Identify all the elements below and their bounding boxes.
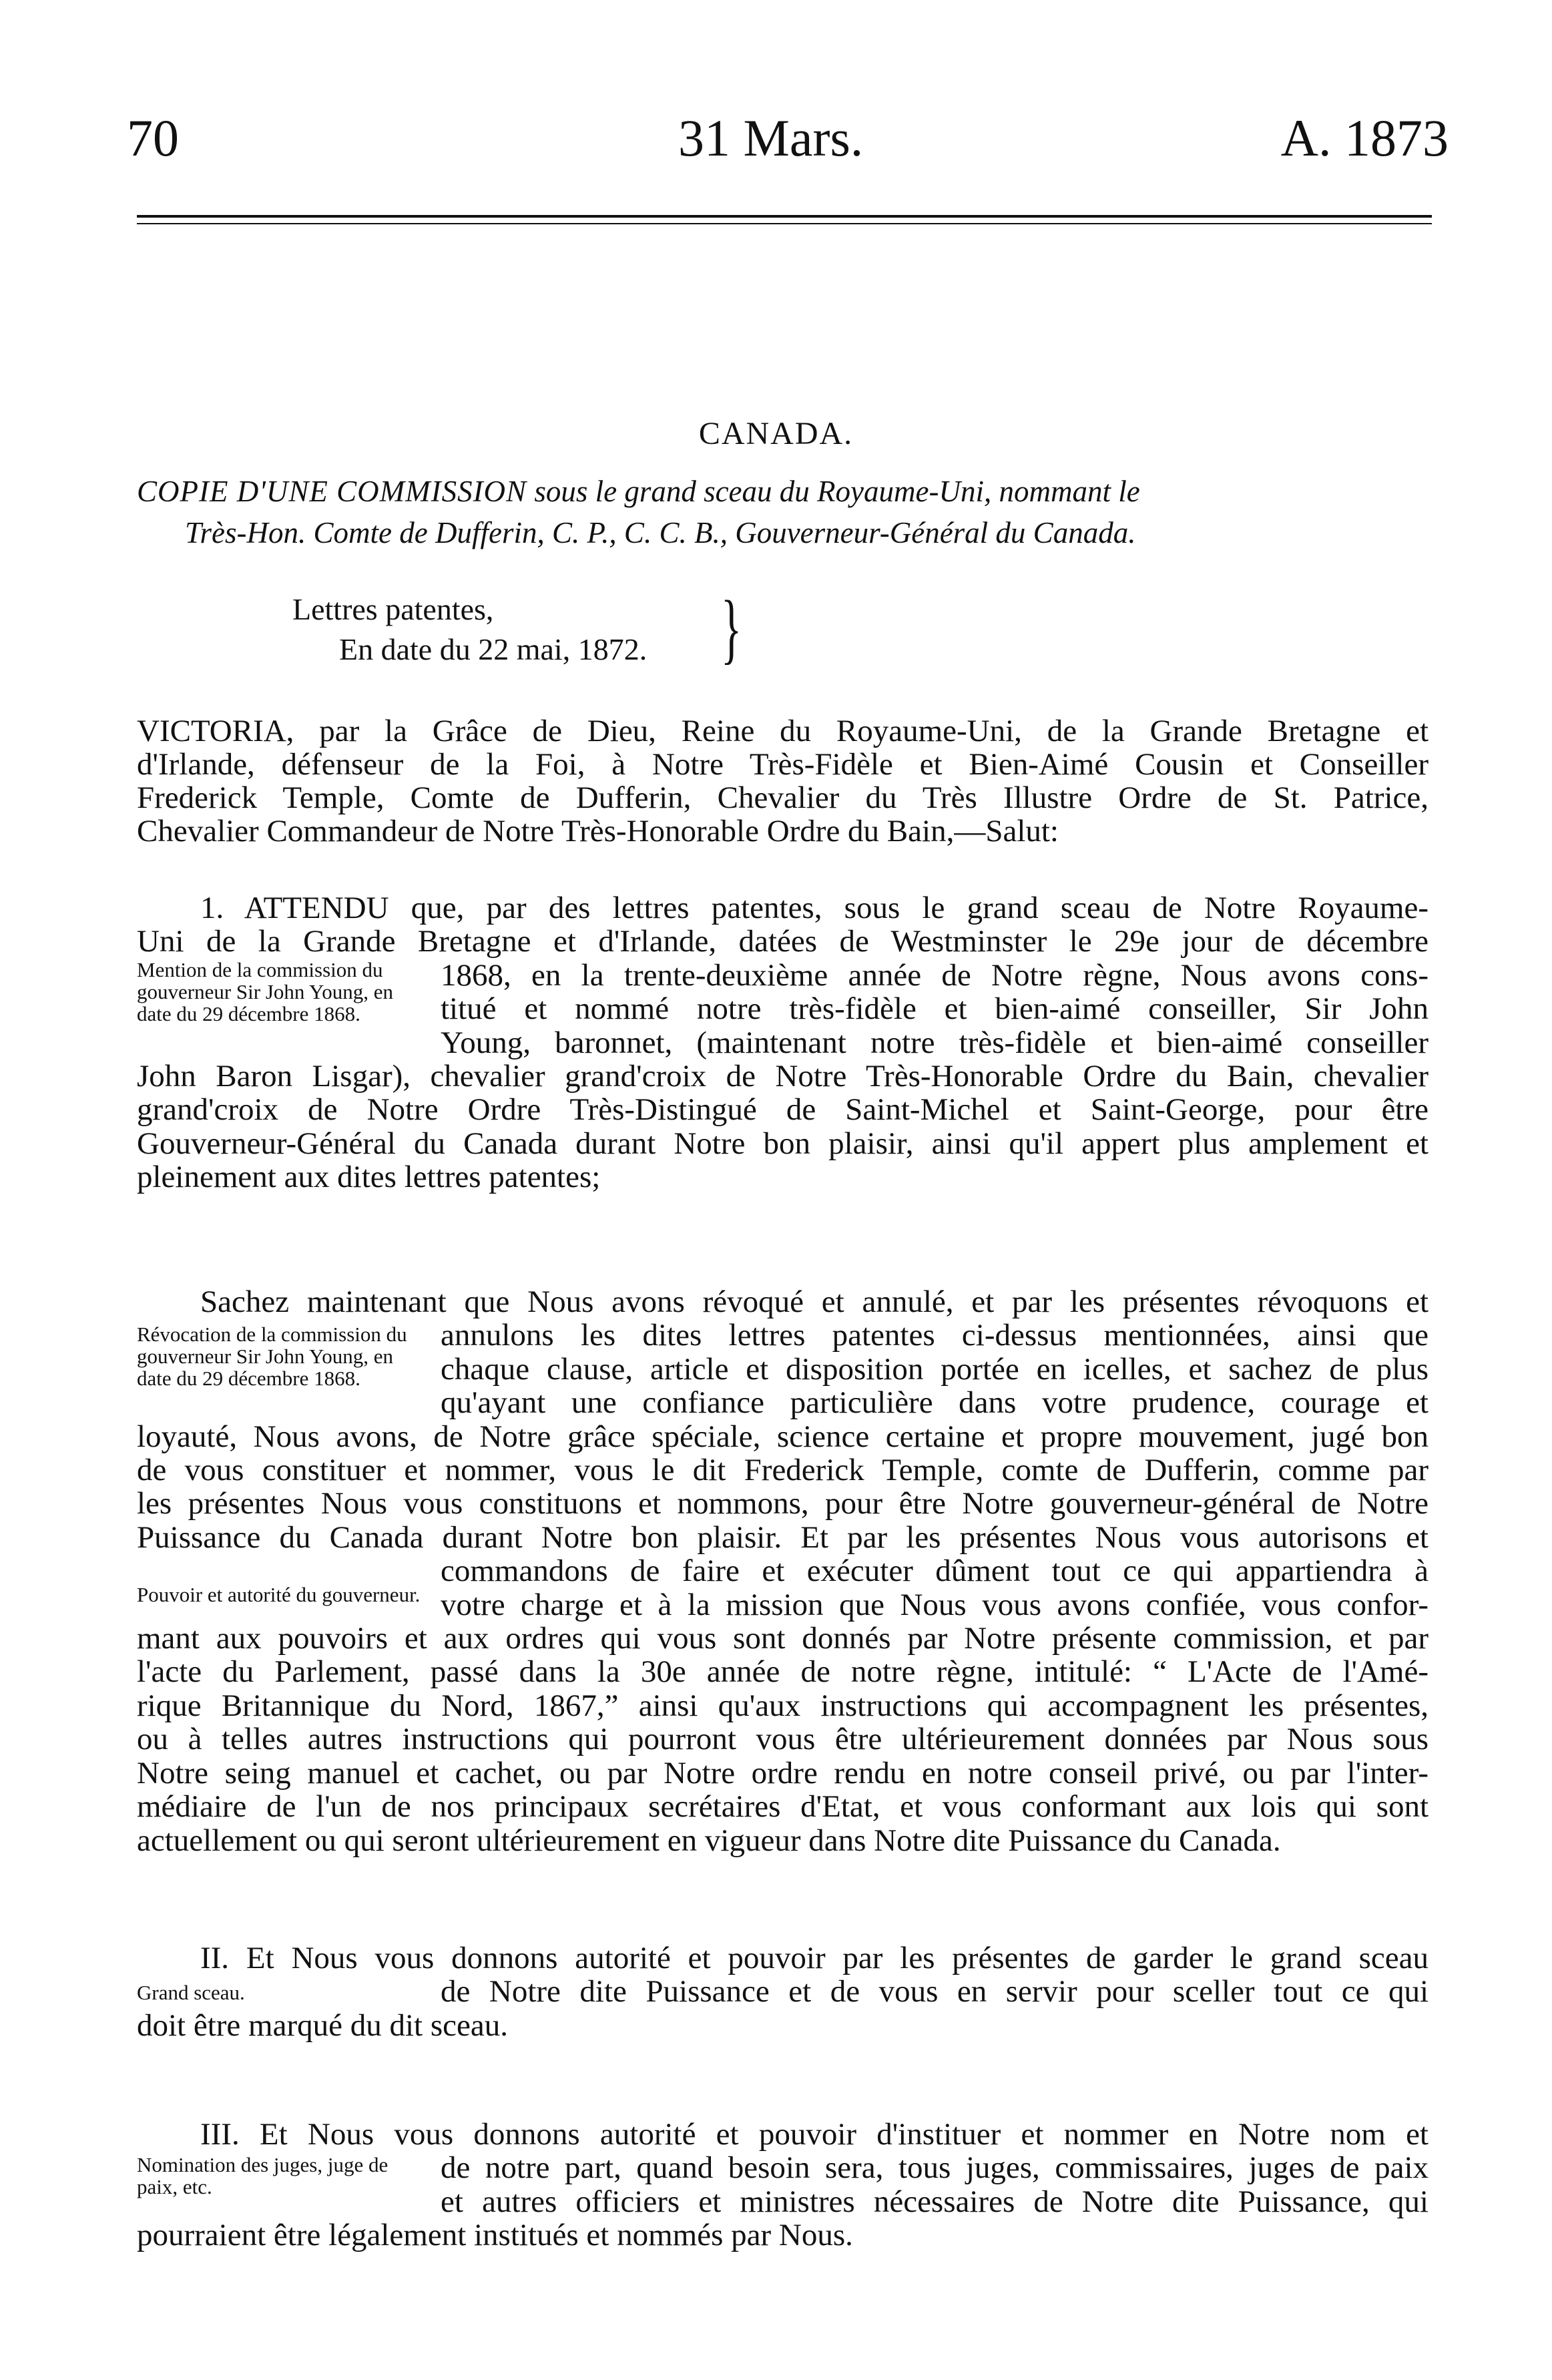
letters-patent-line2: En date du 22 mai, 1872. — [339, 632, 648, 666]
title-caps: COPIE D'UNE COMMISSION — [137, 475, 527, 508]
section-4-line: de notre part, quand besoin sera, tous juges, commissaires, juges de paix — [441, 2150, 1429, 2186]
section-1-line: Gouverneur-Général du Canada durant Notre bon plaisir, ainsi qu'il appert plus amplement et — [137, 1126, 1429, 1161]
section-2-line: loyauté, Nous avons, de Notre grâce spéciale, science certaine et propre mouvement, jugé bon — [137, 1419, 1429, 1454]
section-1-line: 1. ATTENDU que, par des lettres patentes, sous le grand sceau de Notre Royaume- — [200, 891, 1429, 925]
header-rule-thick — [137, 215, 1432, 218]
page-number: 70 — [127, 109, 179, 167]
section-2-line: ou à telles autres instructions qui pourront vous être ultérieurement données par Nous sous — [137, 1722, 1429, 1757]
section-4-line: III. Et Nous vous donnons autorité et pouvoir d'instituer et nommer en Notre nom et — [200, 2117, 1429, 2152]
section-2-line: l'acte du Parlement, passé dans la 30e année de notre règne, intitulé: “ L'Acte de l'Amé- — [137, 1654, 1429, 1690]
section-4-line: et autres officiers et ministres nécessaires de Notre dite Puissance, qui — [441, 2184, 1429, 2219]
section-3-line: de Notre dite Puissance et de vous en servir pour sceller tout ce qui — [441, 1974, 1429, 2009]
section-2-line: Puissance du Canada durant Notre bon plaisir. Et par les présentes Nous vous autorisons et — [137, 1519, 1429, 1555]
section-1-line: grand'croix de Notre Ordre Très-Distingué de Saint-Michel et Saint-George, pour être — [137, 1092, 1429, 1128]
section-3 — [137, 1941, 1429, 2042]
section-2-line: actuellement ou qui seront ultérieurement en vigueur dans Notre dite Puissance du Canada. — [137, 1823, 1281, 1858]
brace-symbol: } — [721, 584, 742, 672]
victoria-line: d'Irlande, défenseur de la Foi, à Notre Très-Fidèle et Bien-Aimé Cousin et Conseiller — [137, 747, 1429, 782]
section-2 — [137, 1285, 1429, 1857]
margin-note-pouvoir: Pouvoir et autorité du gouverneur. — [137, 1583, 421, 1606]
section-2-line: chaque clause, article et disposition portée en icelles, et sachez de plus — [441, 1351, 1429, 1387]
header-year: A. 1873 — [1280, 109, 1449, 167]
section-2-line: mant aux pouvoirs et aux ordres qui vous sont donnés par Notre présente commission, et par — [137, 1621, 1429, 1656]
section-1-line: Uni de la Grande Bretagne et d'Irlande, datées de Westminster le 29e jour de décembre — [137, 924, 1429, 959]
title-line1-rest: sous le grand sceau du Royaume-Uni, nommant le — [527, 475, 1140, 508]
section-1-line: Young, baronnet, (maintenant notre très-fidèle et bien-aimé conseiller — [441, 1025, 1429, 1060]
section-2-line: commandons de faire et exécuter dûment tout ce qui appartiendra à — [441, 1554, 1429, 1589]
section-1-line: titué et nommé notre très-fidèle et bien-aimé conseiller, Sir John — [441, 991, 1429, 1027]
section-2-line: les présentes Nous vous constituons et nommons, pour être Notre gouverneur-général de Notre — [137, 1486, 1429, 1521]
section-2-line: Notre seing manuel et cachet, ou par Notre ordre rendu en notre conseil privé, ou par l'inter- — [137, 1755, 1429, 1791]
margin-note-nomination: Nomination des juges, juge de paix, etc. — [137, 2153, 389, 2198]
running-header — [0, 0, 1552, 200]
section-1-line: John Baron Lisgar), chevalier grand'croix de Notre Très-Honorable Ordre du Bain, chevalier — [137, 1059, 1429, 1094]
victoria-line: Chevalier Commandeur de Notre Très-Honorable Ordre du Bain,—Salut: — [137, 814, 1059, 849]
header-date: 31 Mars. — [678, 109, 864, 167]
section-1-line: pleinement aux dites lettres patentes; — [137, 1160, 601, 1195]
section-2-line: votre charge et à la mission que Nous vous avons confiée, vous confor- — [441, 1587, 1429, 1622]
section-2-line: annulons les dites lettres patentes ci-dessus mentionnées, ainsi que — [441, 1318, 1429, 1353]
header-rule-thin — [137, 223, 1432, 224]
victoria-line: VICTORIA, par la Grâce de Dieu, Reine du Royaume-Uni, de la Grande Bretagne et — [137, 714, 1429, 748]
section-2-line: rique Britannique du Nord, 1867,” ainsi qu'aux instructions qui accompagnent les présentes, — [137, 1688, 1429, 1723]
section-2-line: qu'ayant une confiance particulière dans votre prudence, courage et — [441, 1385, 1429, 1421]
letters-patent-line1: Lettres patentes, — [292, 592, 494, 626]
section-2-line: médiaire de l'un de nos principaux secrétaires d'Etat, et vous conformant aux lois qui sont — [137, 1789, 1429, 1825]
section-3-line: doit être marqué du dit sceau. — [137, 2007, 508, 2043]
title-line2: Très-Hon. Comte de Dufferin, C. P., C. C. B., Gouverneur-Général du Canada. — [185, 516, 1136, 549]
section-2-line: de vous constituer et nommer, vous le dit Frederick Temple, comte de Dufferin, comme par — [137, 1453, 1429, 1488]
margin-note-grand-sceau: Grand sceau. — [137, 1981, 245, 2004]
victoria-line: Frederick Temple, Comte de Dufferin, Chevalier du Très Illustre Ordre de St. Patrice, — [137, 780, 1429, 815]
margin-note-revocation: Révocation de la commission du gouverneur Sir John Young, en date du 29 décembre 1868. — [137, 1323, 407, 1390]
section-2-line: Sachez maintenant que Nous avons révoqué et annulé, et par les présentes révoquons et — [200, 1284, 1429, 1319]
page-heading: CANADA. — [698, 416, 854, 451]
section-1-line: 1868, en la trente-deuxième année de Notre règne, Nous avons cons- — [441, 957, 1429, 993]
document-title — [137, 471, 1429, 553]
section-4-line: pourraient être légalement institués et nommés par Nous. — [137, 2218, 853, 2253]
section-3-line: II. Et Nous vous donnons autorité et pouvoir par les présentes de garder le grand sceau — [200, 1941, 1429, 1975]
letters-patent — [292, 589, 647, 670]
section-4 — [137, 2118, 1429, 2252]
section-1 — [137, 891, 1429, 1194]
margin-note-mention: Mention de la commission du gouverneur Sir John Young, en date du 29 décembre 1868. — [137, 958, 394, 1025]
victoria-paragraph — [137, 714, 1429, 848]
